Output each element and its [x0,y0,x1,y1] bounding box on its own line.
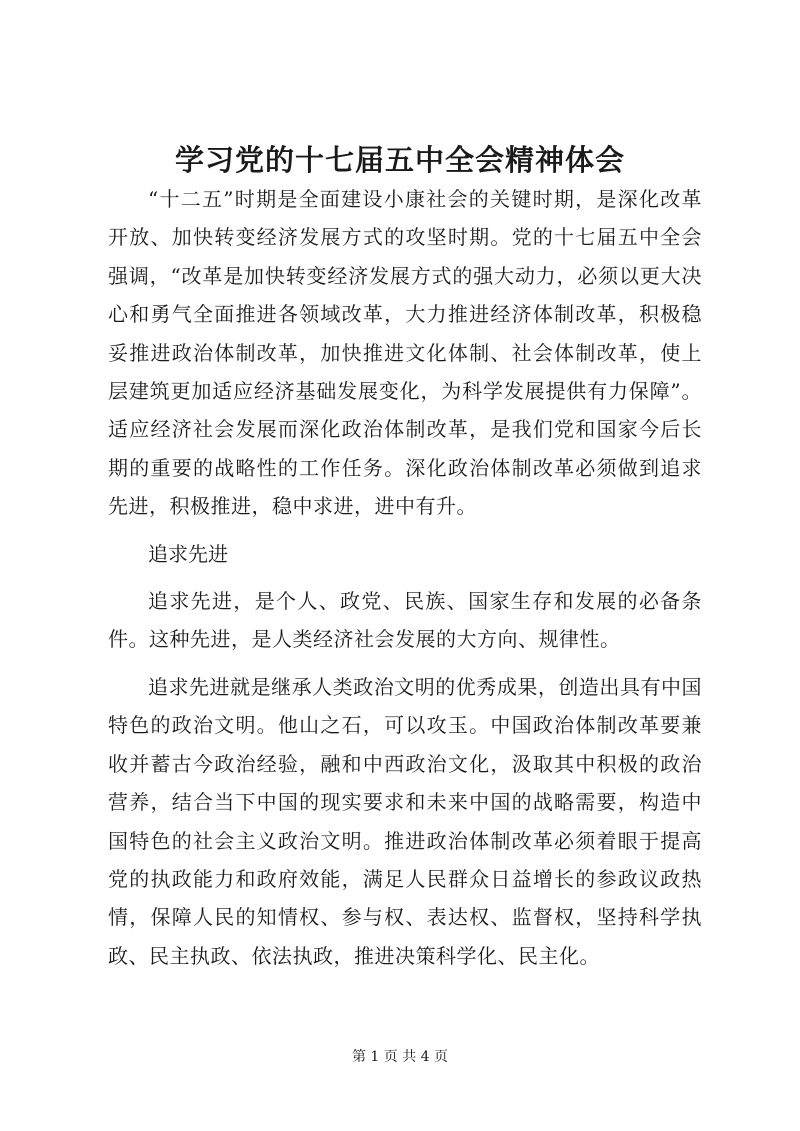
paragraph-political-civilization: 追求先进就是继承人类政治文明的优秀成果，创造出具有中国特色的政治文明。他山之石，可以攻玉。中国政治体制改革要兼收并蓄古今政治经验，融和中西政治文化，汲取其中积极的政治营养，结合当下中国的现实要求和未来中国的战略需要，构造中国特色的社会主义政治文明。推进政治体制改革必须着眼于提高党的执政能力和政府效能，满足人民群众日益增长的参政议政热情，保障人民的知情权、参与权、表达权、监督权，坚持科学执政、民主执政、依法执政，推进决策科学化、民主化。 [108,674,702,968]
paragraph-pursue-advanced: 追求先进，是个人、政党、民族、国家生存和发展的必备条件。这种先进，是人类经济社会发展的大方向、规律性。 [108,589,702,652]
paragraph-intro: “十二五”时期是全面建设小康社会的关键时期，是深化改革开放、加快转变经济发展方式的攻坚时期。党的十七届五中全会强调，“改革是加快转变经济发展方式的强大动力，必须以更大决心和勇气全面推进各领域改革，大力推进经济体制改革，积极稳妥推进政治体制改革，加快推进文化体制、社会体制改革，使上层建筑更加适应经济基础发展变化，为科学发展提供有力保障”。适应经济社会发展而深化政治体制改革，是我们党和国家今后长期的重要的战略性的工作任务。深化政治体制改革必须做到追求先进，积极推进，稳中求进，进中有升。 [108,187,702,519]
document-title: 学习党的十七届五中全会精神体会 [174,143,625,177]
section-heading: 追求先进 [148,541,228,566]
page-footer: 第 1 页 共 4 页 [351,1049,449,1065]
document-body [108,180,702,975]
